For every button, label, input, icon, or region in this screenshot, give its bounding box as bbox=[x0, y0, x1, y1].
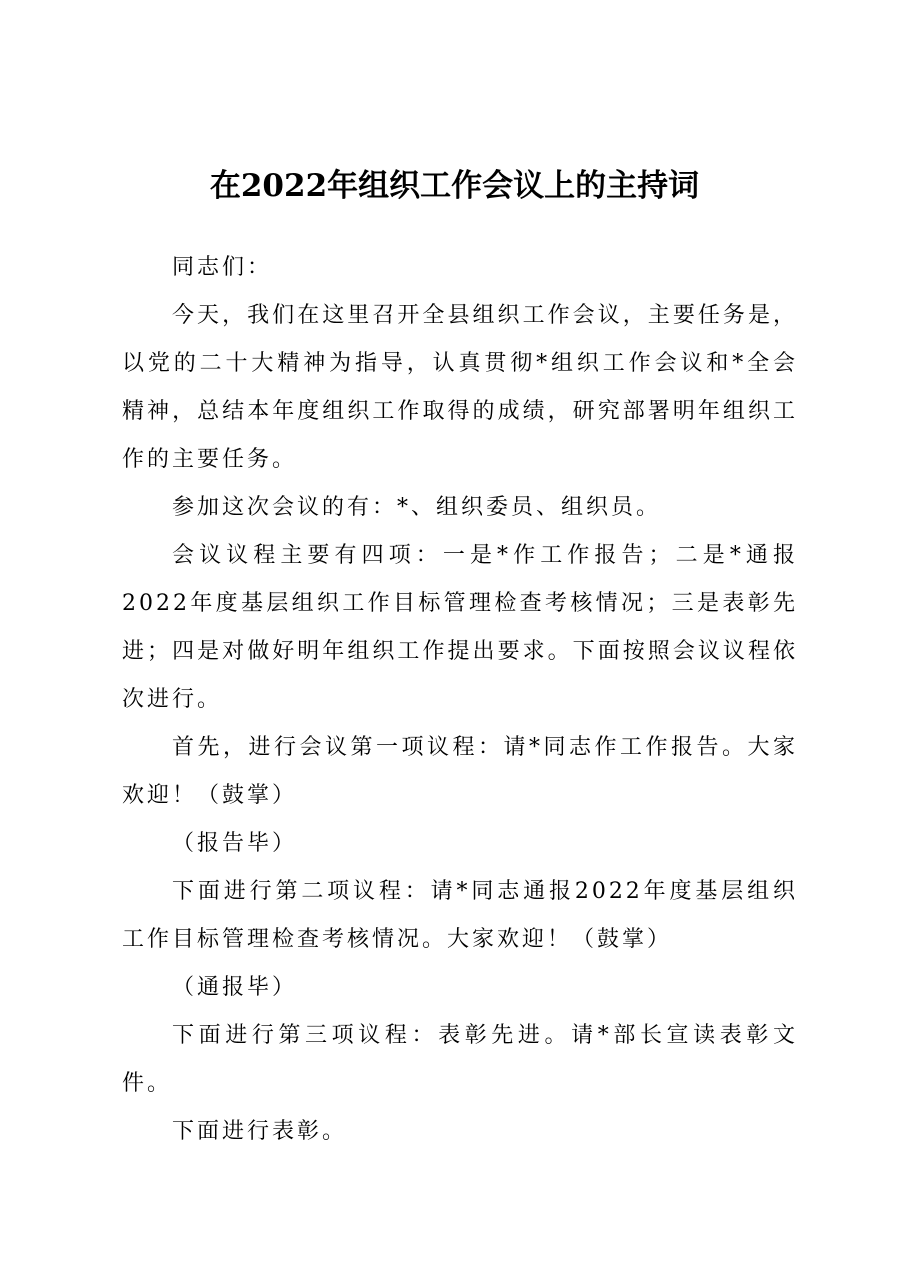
paragraph-item-three: 下面进行第三项议程：表彰先进。请*部长宣读表彰文件。 bbox=[122, 1023, 798, 1096]
paragraph-item-two: 下面进行第二项议程：请*同志通报2022年度基层组织工作目标管理检查考核情况。大家欢迎！（鼓掌） bbox=[122, 879, 798, 952]
paragraph-salutation: 同志们： bbox=[172, 255, 273, 280]
paragraph-attendees: 参加这次会议的有：*、组织委员、组织员。 bbox=[172, 495, 662, 520]
paragraph-notice-done: （通报毕） bbox=[172, 975, 298, 1000]
paragraph-report-done: （报告毕） bbox=[172, 831, 298, 856]
document-title: 在2022年组织工作会议上的主持词 bbox=[209, 168, 700, 204]
paragraph-item-one: 首先，进行会议第一项议程：请*同志作工作报告。大家欢迎！（鼓掌） bbox=[122, 735, 798, 808]
paragraph-commendation: 下面进行表彰。 bbox=[172, 1119, 348, 1144]
document-body bbox=[122, 244, 798, 1156]
paragraph-purpose: 今天，我们在这里召开全县组织工作会议，主要任务是，以党的二十大精神为指导，认真贯彻*组织工作会议和*全会精神，总结本年度组织工作取得的成绩，研究部署明年组织工作的主要任务。 bbox=[122, 303, 798, 472]
paragraph-agenda: 会议议程主要有四项：一是*作工作报告；二是*通报2022年度基层组织工作目标管理检查考核情况；三是表彰先进；四是对做好明年组织工作提出要求。下面按照会议议程依次进行。 bbox=[122, 543, 798, 712]
